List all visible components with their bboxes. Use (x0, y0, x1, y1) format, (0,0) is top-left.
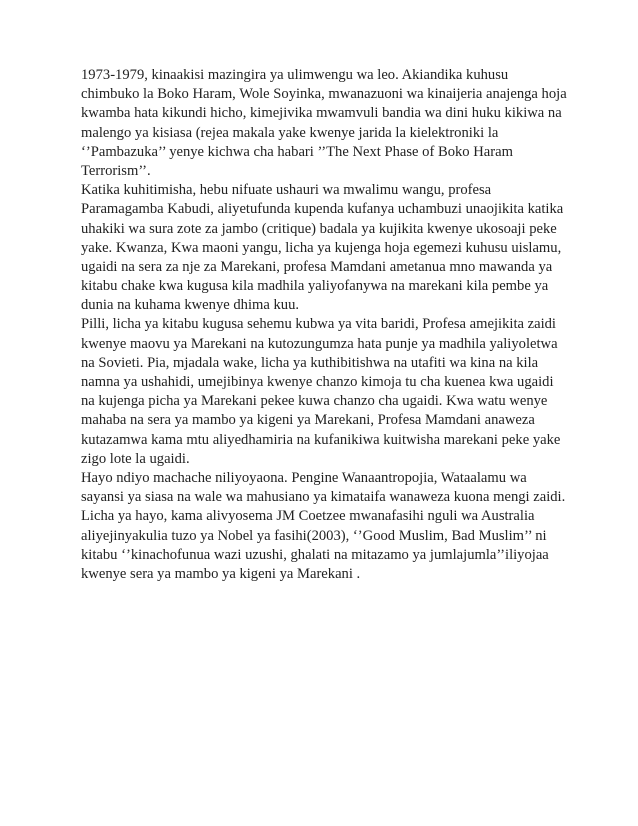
text-line: chimbuko la Boko Haram, Wole Soyinka, mwanazuoni wa kinaijeria anajenga hoja (81, 86, 567, 103)
text-line: na kujenga picha ya Marekani pekee kuwa chanzo cha ugaidi. Kwa watu wenye (81, 393, 548, 410)
text-line: aliyejinyakulia tuzo ya Nobel ya fasihi(2003), ‘’Good Muslim, Bad Muslim’’ ni (81, 527, 547, 544)
text-line: 1973-1979, kinaakisi mazingira ya ulimwengu wa leo. Akiandika kuhusu (81, 67, 509, 83)
text-line: Katika kuhitimisha, hebu nifuate ushauri wa mwalimu wangu, profesa (81, 182, 492, 199)
body-text (81, 66, 571, 584)
text-line: Paramagamba Kabudi, aliyetufunda kupenda kufanya uchambuzi unaojikita katika (81, 201, 564, 218)
text-line: uhakiki wa sura zote za jambo (critique) badala ya kujikita kwenye ukosoaji peke (81, 220, 557, 237)
text-line: Licha ya hayo, kama alivyosema JM Coetzee mwanafasihi nguli wa Australia (81, 508, 535, 525)
text-line: kwamba hata kikundi hicho, kimejivika mwamvuli bandia wa dini huku kikiwa na (81, 105, 562, 122)
text-line: na Sovieti. Pia, mjadala wake, licha ya kuthibitishwa na utafiti wa kina na kila (81, 354, 539, 371)
text-line: kitabu ‘’kinachofunua wazi uzushi, ghalati na mitazamo ya jumlajumla’’iliyojaa (81, 546, 549, 563)
text-line: mahaba na sera ya mambo ya kigeni ya Marekani, Profesa Mamdani anaweza (81, 412, 535, 429)
text-line: namna ya ushahidi, umejibinya kwenye chanzo kimoja tu cha kuenea kwa ugaidi (81, 374, 554, 390)
text-line: kitabu chake kwa kugusa kila madhila yaliyofanywa na marekani kila pembe ya (81, 278, 549, 295)
text-line: ‘’Pambazuka’’ yenye kichwa cha habari ’’The Next Phase of Boko Haram (81, 143, 513, 160)
text-line: malengo ya kisiasa (rejea makala yake kwenye jarida la kielektroniki la (81, 124, 499, 141)
text-line: yake. Kwanza, Kwa maoni yangu, licha ya kujenga hoja egemezi kuhusu uislamu, (81, 239, 562, 256)
text-line: kwenye sera ya mambo ya kigeni ya Marekani . (81, 565, 361, 582)
text-line: kutazamwa kama mtu aliyedhamiria na kufanikiwa kuitwisha marekani peke yake (81, 431, 561, 448)
text-line: Pilli, licha ya kitabu kugusa sehemu kubwa ya vita baridi, Profesa amejikita zaidi (81, 316, 556, 333)
text-line: zigo lote la ugaidi. (81, 450, 190, 467)
text-line: dunia na kuhama kwenye dhima kuu. (81, 297, 300, 314)
text-line: sayansi ya siasa na wale wa mahusiano ya kimataifa wanaweza kuona mengi zaidi. (81, 489, 566, 506)
text-line: kwenye maovu ya Marekani na kutozungumza hata punje ya madhila yaliyoletwa (81, 335, 558, 352)
text-line: ugaidi na sera za nje za Marekani, profesa Mamdani ametanua mno mawanda ya (81, 258, 553, 275)
text-line: Terrorism’’. (81, 162, 151, 179)
text-line: Hayo ndiyo machache niliyoyaona. Pengine Wanaantropojia, Wataalamu wa (81, 469, 527, 486)
